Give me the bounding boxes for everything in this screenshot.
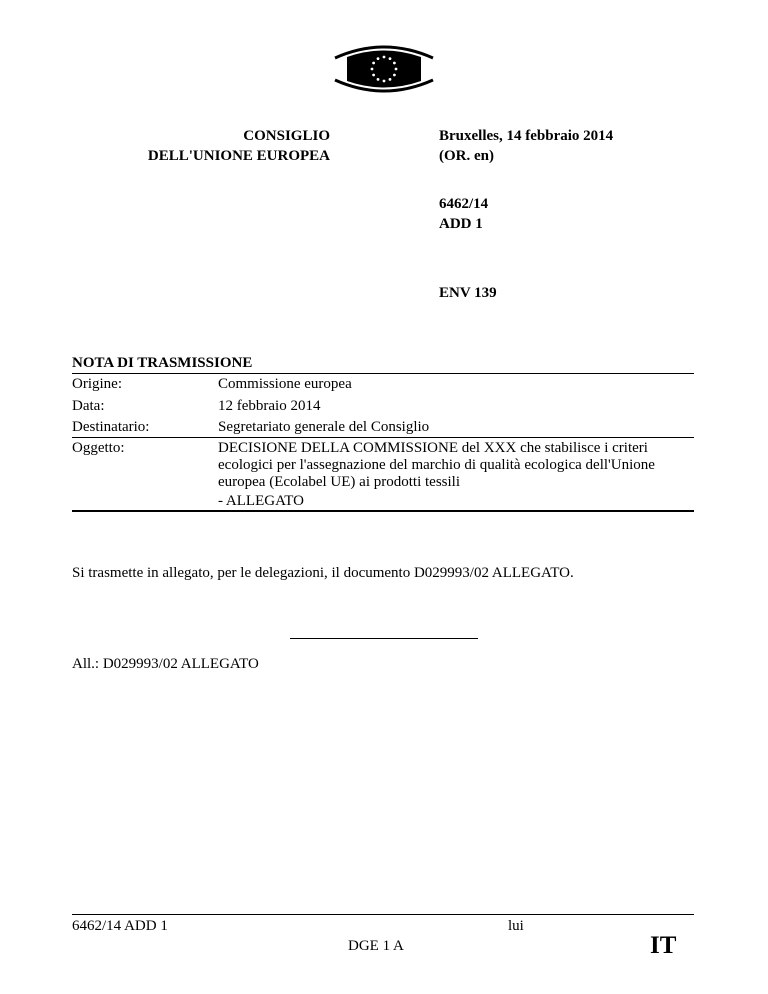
- field-value-origin: Commissione europea: [218, 376, 352, 392]
- field-value-date: 12 febbraio 2014: [218, 398, 321, 414]
- footer-rule: [72, 914, 694, 915]
- separator-line: [290, 638, 478, 639]
- recipient-rule: [72, 437, 694, 438]
- footer-initials: lui: [508, 918, 524, 934]
- doc-number: 6462/14: [439, 196, 489, 212]
- field-value-subject: DECISIONE DELLA COMMISSIONE del XXX che stabilisce i criteri ecologici per l'assegnazione del marchio di qualità ecologica dell'Unione europea (Ecolabel UE) ai prodotti tessili: [218, 440, 655, 490]
- field-label-origin: Origine:: [72, 376, 122, 392]
- title-rule: [72, 373, 694, 374]
- classification: ENV 139: [439, 285, 497, 301]
- footer-department: DGE 1 A: [348, 938, 404, 954]
- place-date: Bruxelles, 14 febbraio 2014: [439, 128, 614, 144]
- footer-doc-ref: 6462/14 ADD 1: [72, 918, 168, 934]
- field-value-subject-extra: - ALLEGATO: [218, 493, 304, 509]
- original-language: (OR. en): [439, 148, 494, 164]
- attachment-line: All.: D029993/02 ALLEGATO: [72, 656, 259, 672]
- council-logo: [333, 42, 435, 96]
- footer-language-code: IT: [650, 932, 677, 959]
- doc-ref-block: [439, 194, 488, 234]
- subject-rule: [72, 510, 694, 512]
- field-label-subject: Oggetto:: [72, 440, 125, 456]
- field-label-recipient: Destinatario:: [72, 419, 150, 435]
- note-title: NOTA DI TRASMISSIONE: [72, 355, 253, 371]
- date-block: [439, 126, 613, 166]
- institution-line1: CONSIGLIO: [243, 128, 330, 144]
- institution-line2: DELL'UNIONE EUROPEA: [147, 148, 330, 164]
- addendum: ADD 1: [439, 216, 483, 232]
- body-text: Si trasmette in allegato, per le delegazioni, il documento D029993/02 ALLEGATO.: [72, 565, 574, 581]
- field-value-recipient: Segretariato generale del Consiglio: [218, 419, 430, 435]
- institution-heading: [148, 126, 330, 166]
- field-label-date: Data:: [72, 398, 105, 414]
